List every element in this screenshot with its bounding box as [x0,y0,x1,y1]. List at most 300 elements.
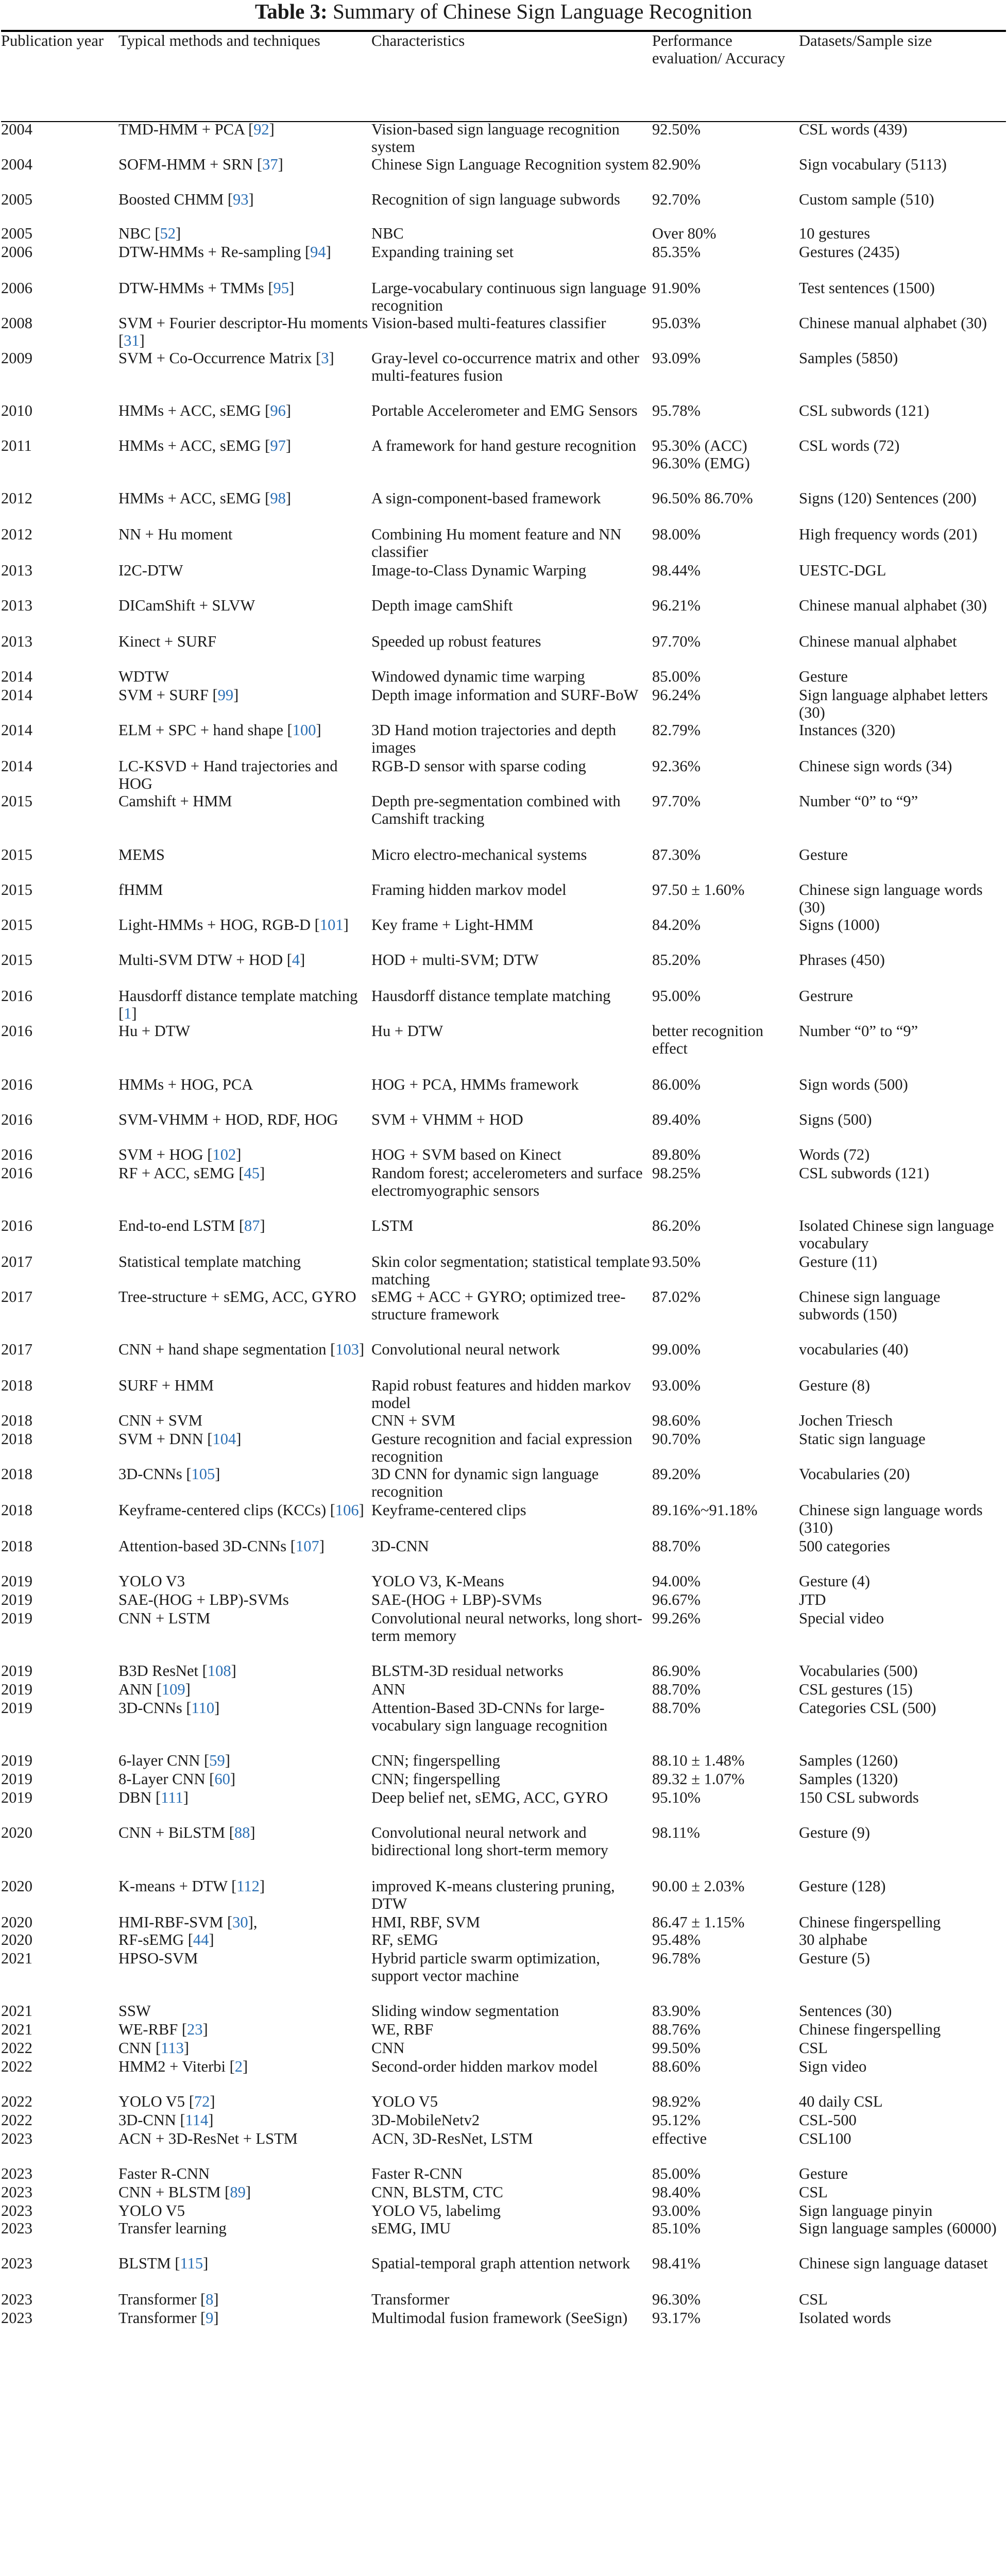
cell-characteristics: Hausdorff distance template matching [371,987,611,1005]
cell-datasets: UESTC-DGL [799,562,886,579]
citation-link[interactable]: 72 [194,2093,210,2110]
cell-datasets: Isolated words [799,2309,891,2327]
header-methods: Typical methods and techniques [118,32,320,49]
cell-datasets: Sign language pinyin [799,2202,933,2219]
cell-year: 2022 [1,2093,32,2110]
cell-accuracy: effective [652,2130,707,2147]
cell-methods: CNN + BLSTM [89] [118,2183,251,2201]
citation-link[interactable]: 102 [212,1146,236,1163]
citation-link[interactable]: 96 [270,402,286,419]
cell-year: 2017 [1,1288,32,1306]
cell-datasets: Chinese sign language words (30) [799,881,983,916]
table-row [1,562,1006,597]
cell-year: 2013 [1,597,32,614]
table-row [1,2202,1006,2219]
table-row [1,1770,1006,1789]
cell-accuracy: 86.90% [652,1662,701,1680]
citation-link[interactable]: 97 [270,437,286,454]
citation-link[interactable]: 106 [335,1501,359,1519]
table-row [1,191,1006,225]
cell-methods: End-to-end LSTM [87] [118,1217,265,1234]
cell-methods: HMMs + ACC, sEMG [97] [118,437,291,454]
cell-characteristics: LSTM [371,1217,414,1234]
table-row [1,2183,1006,2202]
cell-methods: Boosted CHMM [93] [118,191,254,208]
cell-datasets: Chinese sign language subwords (150) [799,1288,941,1323]
cell-accuracy: 86.20% [652,1217,701,1234]
citation-link[interactable]: 8 [206,2291,214,2308]
table-row [1,2165,1006,2183]
cell-methods: DBN [111] [118,1789,189,1806]
cell-year: 2016 [1,1111,32,1128]
cell-characteristics: YOLO V3, K-Means [371,1572,504,1590]
citation-link[interactable]: 92 [253,121,269,138]
table-row [1,314,1006,349]
cell-methods: 8-Layer CNN [60] [118,1770,236,1788]
header-characteristics: Characteristics [371,32,465,49]
citation-link[interactable]: 4 [292,951,300,969]
cell-accuracy: 93.09% [652,349,701,367]
cell-year: 2014 [1,686,32,704]
table-row [1,2058,1006,2093]
table-row [1,1699,1006,1752]
cell-year: 2012 [1,526,32,543]
cell-accuracy: 91.90% [652,279,701,297]
cell-characteristics: HOG + PCA, HMMs framework [371,1076,579,1093]
cell-characteristics: Rapid robust features and hidden markov model [371,1377,631,1412]
cell-datasets: Isolated Chinese sign language vocabulary [799,1217,994,1252]
table-row [1,757,1006,792]
cell-accuracy: 83.90% [652,2002,701,2020]
cell-methods: Hausdorff distance template matching [1] [118,987,358,1022]
cell-datasets: CSL [799,2039,828,2057]
cell-characteristics: Second-order hidden markov model [371,2058,598,2075]
cell-datasets: Gestrure [799,987,854,1005]
cell-accuracy: 98.44% [652,562,701,579]
cell-methods: RF-sEMG [44] [118,1931,214,1948]
citation-link[interactable]: 110 [191,1699,215,1717]
cell-characteristics: Keyframe-centered clips [371,1501,526,1519]
cell-year: 2019 [1,1681,32,1698]
table-row [1,2002,1006,2021]
cell-year: 2023 [1,2219,32,2237]
cell-methods: Statistical template matching [118,1253,301,1270]
cell-datasets: Sign video [799,2058,867,2075]
citation-link[interactable]: 100 [292,721,316,739]
table-row [1,2130,1006,2165]
table-row [1,1217,1006,1253]
cell-datasets: Gesture (9) [799,1824,871,1841]
table-row [1,1022,1006,1076]
table-row [1,2039,1006,2058]
header-datasets: Datasets/Sample size [799,32,932,49]
cell-accuracy: 98.41% [652,2255,701,2272]
citation-link[interactable]: 104 [212,1430,236,1448]
citation-link[interactable]: 108 [207,1662,231,1680]
citation-link[interactable]: 37 [262,156,278,173]
cell-year: 2017 [1,1341,32,1358]
citation-link[interactable]: 88 [234,1824,250,1841]
cell-datasets: Special video [799,1609,884,1627]
cell-characteristics: Convolutional neural networks, long short-term memory [371,1609,643,1645]
cell-characteristics: Vision-based sign language recognition system [371,121,620,156]
cell-methods: WDTW [118,668,169,685]
cell-methods: DICamShift + SLVW [118,597,255,614]
table-row [1,1412,1006,1430]
cell-accuracy: 95.30% (ACC) 96.30% (EMG) [652,437,750,472]
cell-accuracy: 92.36% [652,757,701,775]
table-row [1,1146,1006,1164]
cell-accuracy: 86.47 ± 1.15% [652,1913,745,1931]
cell-datasets: Phrases (450) [799,951,885,969]
cell-accuracy: 94.00% [652,1572,701,1590]
cell-accuracy: 88.10 ± 1.48% [652,1752,745,1769]
table-row [1,121,1006,156]
cell-methods: DTW-HMMs + TMMs [95] [118,279,295,297]
citation-link[interactable]: 98 [270,489,286,507]
cell-methods: 3D-CNNs [105] [118,1465,220,1483]
cell-characteristics: Multimodal fusion framework (SeeSign) [371,2309,628,2327]
cell-accuracy: 98.92% [652,2093,701,2110]
table-row [1,668,1006,686]
cell-datasets: Samples (1260) [799,1752,898,1769]
table-row [1,951,1006,987]
cell-characteristics: Combining Hu moment feature and NN classifier [371,526,622,561]
cell-year: 2016 [1,1022,32,1040]
csl-recognition-table [1,32,1006,2344]
cell-methods: HPSO-SVM [118,1950,198,1967]
cell-year: 2019 [1,1591,32,1608]
cell-accuracy: 97.50 ± 1.60% [652,881,745,899]
cell-methods: Kinect + SURF [118,633,217,650]
cell-methods: Keyframe-centered clips (KCCs) [106] [118,1501,364,1519]
cell-accuracy: 99.00% [652,1341,701,1358]
cell-year: 2019 [1,1752,32,1769]
cell-characteristics: Expanding training set [371,243,514,261]
citation-link[interactable]: 3 [321,349,329,367]
cell-year: 2018 [1,1430,32,1448]
table-row [1,1609,1006,1662]
cell-accuracy: Over 80% [652,225,716,242]
cell-datasets: Number “0” to “9” [799,1022,918,1040]
citation-link[interactable]: 107 [295,1537,319,1555]
cell-year: 2018 [1,1537,32,1555]
cell-year: 2010 [1,402,32,419]
citation-link[interactable]: 105 [191,1465,215,1483]
citation-link[interactable]: 114 [185,2111,209,2129]
cell-characteristics: 3D-MobileNetv2 [371,2111,480,2129]
table-row [1,1465,1006,1501]
cell-characteristics: Spatial-temporal graph attention network [371,2255,630,2272]
cell-year: 2015 [1,846,32,863]
cell-characteristics: CNN + SVM [371,1412,455,1429]
cell-datasets: Signs (500) [799,1111,872,1128]
cell-characteristics: Hybrid particle swarm optimization, support vector machine [371,1950,600,1985]
table-row [1,402,1006,437]
cell-datasets: Gestures (2435) [799,243,900,261]
header-accuracy: Performance evaluation/ Accuracy [652,32,786,67]
citation-link[interactable]: 52 [160,225,176,242]
table-row [1,156,1006,191]
cell-accuracy: 84.20% [652,916,701,934]
cell-year: 2011 [1,437,32,454]
cell-year: 2019 [1,1789,32,1806]
cell-accuracy: 88.70% [652,1699,701,1717]
cell-characteristics: Deep belief net, sEMG, ACC, GYRO [371,1789,608,1806]
cell-methods: LC-KSVD + Hand trajectories and HOG [118,757,338,792]
table-row [1,1537,1006,1572]
table-row [1,1572,1006,1591]
cell-datasets: Sign language samples (60000) [799,2219,997,2237]
citation-link[interactable]: 99 [217,686,234,704]
citation-link[interactable]: 103 [335,1341,360,1358]
cell-characteristics: SAE-(HOG + LBP)-SVMs [371,1591,542,1608]
cell-year: 2019 [1,1662,32,1680]
cell-characteristics: A sign-component-based framework [371,489,601,507]
header-row [1,32,1006,121]
cell-characteristics: Convolutional neural network [371,1341,560,1358]
table-row [1,437,1006,489]
cell-datasets: Vocabularies (500) [799,1662,918,1680]
table-row [1,1913,1006,1931]
citation-link[interactable]: 101 [319,916,344,934]
cell-accuracy: 95.78% [652,402,701,419]
cell-methods: YOLO V3 [118,1572,185,1590]
citation-link[interactable]: 45 [244,1164,260,1182]
cell-accuracy: 99.26% [652,1609,701,1627]
cell-accuracy: 85.00% [652,668,701,685]
citation-link[interactable]: 59 [209,1752,225,1769]
cell-characteristics: sEMG, IMU [371,2219,451,2237]
cell-methods: ACN + 3D-ResNet + LSTM [118,2130,298,2147]
cell-methods: 6-layer CNN [59] [118,1752,230,1769]
cell-characteristics: SVM + VHMM + HOD [371,1111,523,1128]
cell-characteristics: HMI, RBF, SVM [371,1913,481,1931]
cell-characteristics: Transformer [371,2291,450,2308]
cell-methods: WE-RBF [23] [118,2021,208,2038]
cell-characteristics: Attention-Based 3D-CNNs for large-vocabulary sign language recognition [371,1699,608,1734]
cell-methods: fHMM [118,881,163,899]
cell-year: 2019 [1,1770,32,1788]
cell-year: 2018 [1,1465,32,1483]
cell-datasets: CSL gestures (15) [799,1681,913,1698]
cell-datasets: Categories CSL (500) [799,1699,936,1717]
cell-methods: SVM-VHMM + HOD, RDF, HOG [118,1111,338,1128]
cell-datasets: CSL subwords (121) [799,1164,930,1182]
cell-accuracy: 85.35% [652,243,701,261]
table-row [1,526,1006,562]
table-row [1,1789,1006,1824]
cell-characteristics: sEMG + ACC + GYRO; optimized tree-structure framework [371,1288,626,1323]
table-row [1,792,1006,846]
citation-link[interactable]: 23 [187,2021,203,2038]
cell-methods: SVM + DNN [104] [118,1430,242,1448]
cell-methods: Faster R-CNN [118,2165,210,2182]
citation-link[interactable]: 112 [236,1877,260,1895]
cell-characteristics: CNN; fingerspelling [371,1752,500,1769]
cell-accuracy: 96.21% [652,597,701,614]
cell-year: 2016 [1,987,32,1005]
cell-year: 2023 [1,2130,32,2147]
cell-accuracy: 92.50% [652,121,701,138]
citation-link[interactable]: 2 [234,2058,243,2075]
table-row [1,1430,1006,1465]
table-row [1,686,1006,721]
table-row [1,1501,1006,1537]
cell-year: 2015 [1,881,32,899]
table-row [1,881,1006,916]
table-row [1,1752,1006,1770]
cell-datasets: Jochen Triesch [799,1412,893,1429]
cell-datasets: Gesture (5) [799,1950,871,1967]
citation-link[interactable]: 115 [180,2255,203,2272]
cell-characteristics: A framework for hand gesture recognition [371,437,637,454]
cell-characteristics: YOLO V5 [371,2093,438,2110]
table-row [1,225,1006,243]
cell-year: 2004 [1,156,32,173]
cell-accuracy: 89.20% [652,1465,701,1483]
cell-year: 2016 [1,1146,32,1163]
cell-accuracy: 82.90% [652,156,701,173]
citation-link[interactable]: 87 [244,1217,260,1234]
cell-year: 2021 [1,2021,32,2038]
citation-link[interactable]: 60 [214,1770,230,1788]
citation-link[interactable]: 113 [161,2039,184,2057]
citation-link[interactable]: 95 [273,279,289,297]
cell-accuracy: 89.32 ± 1.07% [652,1770,745,1788]
citation-link[interactable]: 89 [230,2183,246,2201]
cell-year: 2021 [1,2002,32,2020]
cell-year: 2017 [1,1253,32,1270]
citation-link[interactable]: 31 [124,332,140,349]
cell-year: 2021 [1,1950,32,1967]
cell-year: 2004 [1,121,32,138]
table-body [1,121,1006,2344]
cell-year: 2020 [1,1824,32,1841]
cell-year: 2018 [1,1501,32,1519]
cell-datasets: High frequency words (201) [799,526,978,543]
cell-methods: Tree-structure + sEMG, ACC, GYRO [118,1288,356,1306]
table-caption [0,0,1007,23]
citation-link[interactable]: 30 [232,1913,248,1931]
citation-link[interactable]: 9 [206,2309,214,2327]
cell-characteristics: Large-vocabulary continuous sign language recognition [371,279,646,314]
table-row [1,1111,1006,1146]
citation-link[interactable]: 94 [310,243,326,261]
citation-link[interactable]: 44 [193,1931,209,1948]
cell-methods: SOFM-HMM + SRN [37] [118,156,283,173]
cell-accuracy: 82.79% [652,721,701,739]
cell-datasets: Chinese fingerspelling [799,1913,941,1931]
cell-characteristics: Gray-level co-occurrence matrix and other multi-features fusion [371,349,639,384]
cell-methods: Transformer [9] [118,2309,219,2327]
cell-characteristics: ACN, 3D-ResNet, LSTM [371,2130,533,2147]
cell-datasets: Signs (120) Sentences (200) [799,489,977,507]
table-row [1,1076,1006,1111]
table-row [1,1950,1006,2002]
cell-methods: SSW [118,2002,151,2020]
cell-characteristics: HOG + SVM based on Kinect [371,1146,561,1163]
cell-accuracy: 95.00% [652,987,701,1005]
cell-accuracy: 93.00% [652,1377,701,1394]
cell-accuracy: 86.00% [652,1076,701,1093]
cell-methods: I2C-DTW [118,562,183,579]
cell-year: 2013 [1,562,32,579]
cell-methods: SVM + Fourier descriptor-Hu moments [31] [118,314,368,349]
cell-datasets: CSL subwords (121) [799,402,930,419]
cell-datasets: Chinese sign language words (310) [799,1501,983,1536]
cell-accuracy: 93.50% [652,1253,701,1270]
cell-accuracy: better recognition effect [652,1022,763,1057]
cell-year: 2022 [1,2111,32,2129]
cell-year: 2023 [1,2183,32,2201]
cell-methods: RF + ACC, sEMG [45] [118,1164,265,1182]
cell-characteristics: Recognition of sign language subwords [371,191,620,208]
cell-methods: BLSTM [115] [118,2255,209,2272]
table-row [1,489,1006,526]
cell-year: 2023 [1,2202,32,2219]
citation-link[interactable]: 1 [124,1005,132,1022]
cell-accuracy: 89.80% [652,1146,701,1163]
cell-datasets: Chinese sign words (34) [799,757,952,775]
table-row [1,987,1006,1022]
cell-datasets: Samples (1320) [799,1770,898,1788]
cell-datasets: Chinese sign language dataset [799,2255,988,2272]
cell-accuracy: 90.00 ± 2.03% [652,1877,745,1895]
table-row [1,1931,1006,1950]
table-row [1,2111,1006,2130]
table-row [1,846,1006,881]
cell-year: 2008 [1,314,32,332]
cell-year: 2006 [1,243,32,261]
cell-characteristics: HOD + multi-SVM; DTW [371,951,539,969]
cell-datasets: 10 gestures [799,225,871,242]
cell-methods: MEMS [118,846,165,863]
cell-methods: CNN [113] [118,2039,189,2057]
citation-link[interactable]: 111 [161,1789,183,1806]
cell-year: 2015 [1,792,32,810]
cell-year: 2023 [1,2165,32,2182]
cell-year: 2022 [1,2039,32,2057]
citation-link[interactable]: 109 [161,1681,185,1698]
cell-characteristics: CNN [371,2039,405,2057]
cell-accuracy: 88.70% [652,1681,701,1698]
cell-datasets: CSL100 [799,2130,851,2147]
cell-methods: HMMs + ACC, sEMG [96] [118,402,291,419]
citation-link[interactable]: 93 [233,191,249,208]
cell-year: 2023 [1,2309,32,2327]
cell-characteristics: Random forest; accelerometers and surface electromyographic sensors [371,1164,643,1199]
cell-methods: Transformer [8] [118,2291,219,2308]
cell-accuracy: 95.48% [652,1931,701,1948]
cell-accuracy: 98.25% [652,1164,701,1182]
cell-datasets: 500 categories [799,1537,890,1555]
cell-year: 2019 [1,1699,32,1717]
cell-datasets: Chinese manual alphabet [799,633,957,650]
table-row [1,1877,1006,1913]
cell-methods: TMD-HMM + PCA [92] [118,121,275,138]
cell-year: 2009 [1,349,32,367]
cell-characteristics: Chinese Sign Language Recognition system [371,156,649,173]
cell-accuracy: 98.00% [652,526,701,543]
cell-datasets: Gesture [799,846,848,863]
cell-datasets: Gesture [799,668,848,685]
cell-characteristics: CNN, BLSTM, CTC [371,2183,503,2201]
cell-year: 2006 [1,279,32,297]
cell-year: 2020 [1,1877,32,1895]
cell-accuracy: 96.24% [652,686,701,704]
cell-year: 2019 [1,1609,32,1627]
